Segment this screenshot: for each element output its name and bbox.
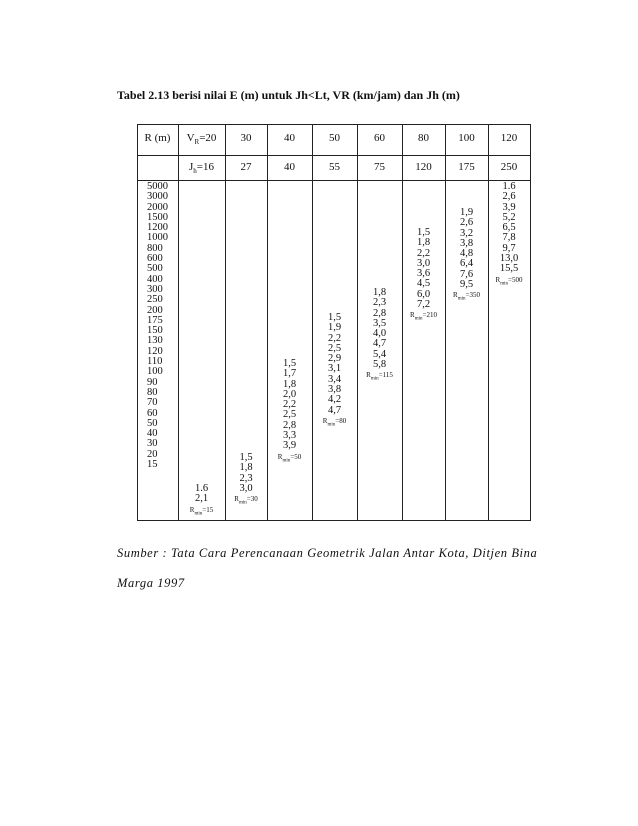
header-speed-40: 40 bbox=[284, 132, 295, 144]
e-value: 3,8 bbox=[459, 237, 474, 249]
e-value: 3,2 bbox=[459, 227, 474, 239]
values-column-40 bbox=[267, 359, 312, 466]
header-speed-100: 100 bbox=[458, 132, 475, 144]
e-value: 3,5 bbox=[372, 317, 387, 329]
e-value: 6,4 bbox=[459, 258, 474, 270]
values-column-20 bbox=[178, 484, 225, 519]
e-value: 15,5 bbox=[499, 263, 519, 275]
values-column-120 bbox=[488, 182, 530, 289]
radius-value: 120 bbox=[147, 345, 163, 357]
header-speed-80: 80 bbox=[418, 132, 429, 144]
e-value: 1,9 bbox=[327, 322, 342, 334]
e-value: 2,6 bbox=[459, 217, 474, 229]
header-jh-30: 27 bbox=[240, 161, 252, 173]
radius-value: 130 bbox=[147, 335, 163, 347]
radius-value: 3000 bbox=[147, 191, 168, 203]
header-jh-40: 40 bbox=[284, 161, 295, 173]
e-value: 3,0 bbox=[416, 257, 431, 269]
e-value: 7,8 bbox=[502, 232, 516, 244]
body-divider bbox=[137, 180, 531, 181]
rmin-label: $R_{min}=80$ bbox=[322, 416, 347, 428]
table-border-top bbox=[137, 124, 531, 125]
radius-value: 60 bbox=[147, 407, 158, 419]
header-speed-20: $V_R=20$ bbox=[186, 132, 217, 147]
e-value: 3,9 bbox=[282, 440, 297, 452]
table-caption: Tabel 2.13 berisi nilai E (m) untuk Jh<Lt, VR (km/jam) dan Jh (m) bbox=[117, 88, 460, 102]
radius-value: 150 bbox=[147, 325, 163, 337]
e-value: 3,8 bbox=[327, 384, 342, 396]
e-value: 1,8 bbox=[416, 237, 431, 249]
e-value: 1,5 bbox=[327, 312, 342, 323]
e-value: 13,0 bbox=[499, 253, 519, 265]
e-value: 2,5 bbox=[327, 342, 342, 354]
e-value: 3,4 bbox=[327, 373, 342, 385]
e-value: 6,5 bbox=[502, 222, 516, 234]
e-value: 1.6 bbox=[502, 181, 516, 192]
e-value: 1.6 bbox=[194, 483, 209, 494]
e-value: 4,7 bbox=[372, 338, 387, 350]
radius-value: 100 bbox=[147, 366, 163, 378]
radius-value: 90 bbox=[147, 376, 158, 388]
header-jh-60: 75 bbox=[374, 161, 385, 173]
radius-value: 600 bbox=[147, 253, 163, 265]
values-column-80 bbox=[402, 228, 445, 325]
e-value: 5,4 bbox=[372, 348, 387, 360]
radius-value: 175 bbox=[147, 314, 163, 326]
e-value: 3,6 bbox=[416, 268, 431, 280]
e-value: 7,6 bbox=[459, 268, 474, 280]
e-value: 3,3 bbox=[282, 430, 297, 442]
e-value: 3,0 bbox=[239, 482, 253, 494]
e-value: 6,0 bbox=[416, 288, 431, 300]
header-speed-60: 60 bbox=[374, 132, 385, 144]
header-speed-50: 50 bbox=[329, 132, 340, 144]
source-line-1: Sumber : Tata Cara Perencanaan Geometrik Jalan Antar Kota, Ditjen Bina bbox=[117, 546, 538, 560]
radius-value: 80 bbox=[147, 386, 158, 398]
e-value: 9,7 bbox=[502, 242, 516, 254]
e-value: 4,5 bbox=[416, 278, 431, 290]
header-divider bbox=[137, 155, 531, 156]
e-value: 2,5 bbox=[282, 409, 297, 421]
e-value: 2,8 bbox=[372, 307, 387, 319]
radius-value: 1500 bbox=[147, 211, 168, 223]
radius-column bbox=[147, 182, 168, 470]
col-divider bbox=[445, 124, 446, 521]
e-value: 4,8 bbox=[459, 248, 474, 260]
rmin-label: $R_{min}=115$ bbox=[366, 371, 393, 382]
table-border-left bbox=[137, 124, 138, 521]
rmin-label: $R_{min}=15$ bbox=[189, 505, 214, 516]
radius-value: 110 bbox=[147, 356, 163, 368]
radius-value: 1000 bbox=[147, 232, 168, 244]
header-jh-20: $J_h=16$ bbox=[189, 161, 214, 176]
e-value: 9,5 bbox=[459, 279, 474, 291]
radius-value: 1200 bbox=[147, 222, 168, 234]
e-value: 1,7 bbox=[282, 368, 297, 380]
values-column-50 bbox=[312, 313, 357, 430]
e-value: 2,0 bbox=[282, 388, 297, 400]
e-value: 7,2 bbox=[416, 299, 431, 311]
e-value: 3,1 bbox=[327, 363, 342, 375]
e-value: 1,8 bbox=[239, 462, 253, 474]
radius-value: 20 bbox=[147, 448, 158, 460]
radius-value: 2000 bbox=[147, 201, 168, 213]
e-value: 2,3 bbox=[372, 297, 387, 309]
e-value: 1,5 bbox=[282, 358, 297, 369]
radius-value: 5000 bbox=[147, 181, 168, 192]
col-divider bbox=[178, 124, 179, 521]
e-value: 1,5 bbox=[239, 452, 253, 463]
table-border-bottom bbox=[137, 520, 531, 521]
source-line-2: Marga 1997 bbox=[117, 576, 185, 590]
values-column-60 bbox=[357, 288, 402, 385]
e-value: 4,2 bbox=[327, 394, 342, 406]
e-value: 3,9 bbox=[502, 201, 516, 213]
e-value: 5,2 bbox=[502, 211, 516, 223]
radius-value: 15 bbox=[147, 459, 158, 471]
rmin-label: $R_{min}=210$ bbox=[410, 311, 437, 322]
e-value: 2,2 bbox=[416, 247, 431, 259]
e-value: 1,8 bbox=[372, 287, 387, 298]
rmin-label: $R_{min}=30$ bbox=[234, 495, 258, 506]
radius-value: 400 bbox=[147, 273, 163, 285]
rmin-label: $R_{min}=500$ bbox=[495, 275, 523, 287]
radius-value: 200 bbox=[147, 304, 163, 316]
e-value: 4,7 bbox=[327, 404, 342, 416]
super-elevation-table bbox=[137, 124, 531, 521]
radius-value: 70 bbox=[147, 397, 158, 409]
e-value: 2,8 bbox=[282, 419, 297, 431]
e-value: 4,0 bbox=[372, 328, 387, 340]
radius-value: 40 bbox=[147, 428, 158, 440]
e-value: 2,9 bbox=[327, 353, 342, 365]
radius-value: 50 bbox=[147, 417, 158, 429]
e-value: 1,9 bbox=[459, 207, 474, 218]
rmin-label: $R_{min}=50$ bbox=[277, 452, 302, 464]
header-jh-100: 175 bbox=[458, 161, 475, 173]
e-value: 2,2 bbox=[327, 332, 342, 344]
e-value: 2,3 bbox=[239, 472, 253, 484]
rmin-label: $R_{min}=350$ bbox=[453, 291, 480, 302]
e-value: 2,6 bbox=[502, 191, 516, 203]
table-border-right bbox=[530, 124, 531, 521]
header-speed-120: 120 bbox=[500, 132, 518, 144]
values-column-100 bbox=[445, 208, 488, 305]
radius-value: 250 bbox=[147, 294, 163, 306]
header-jh-120: 250 bbox=[500, 161, 518, 173]
radius-value: 30 bbox=[147, 438, 158, 450]
values-column-30 bbox=[225, 453, 267, 509]
e-value: 2,1 bbox=[194, 493, 209, 505]
e-value: 2,2 bbox=[282, 399, 297, 411]
e-value: 1,5 bbox=[416, 227, 431, 238]
header-jh-80: 120 bbox=[415, 161, 432, 173]
radius-value: 500 bbox=[147, 263, 163, 275]
header-speed-30: 30 bbox=[240, 132, 252, 144]
e-value: 5,8 bbox=[372, 359, 387, 371]
header-jh-50: 55 bbox=[329, 161, 340, 173]
radius-value: 800 bbox=[147, 242, 163, 254]
radius-value: 300 bbox=[147, 283, 163, 295]
e-value: 1,8 bbox=[282, 378, 297, 390]
header-radius: R (m) bbox=[144, 132, 171, 144]
